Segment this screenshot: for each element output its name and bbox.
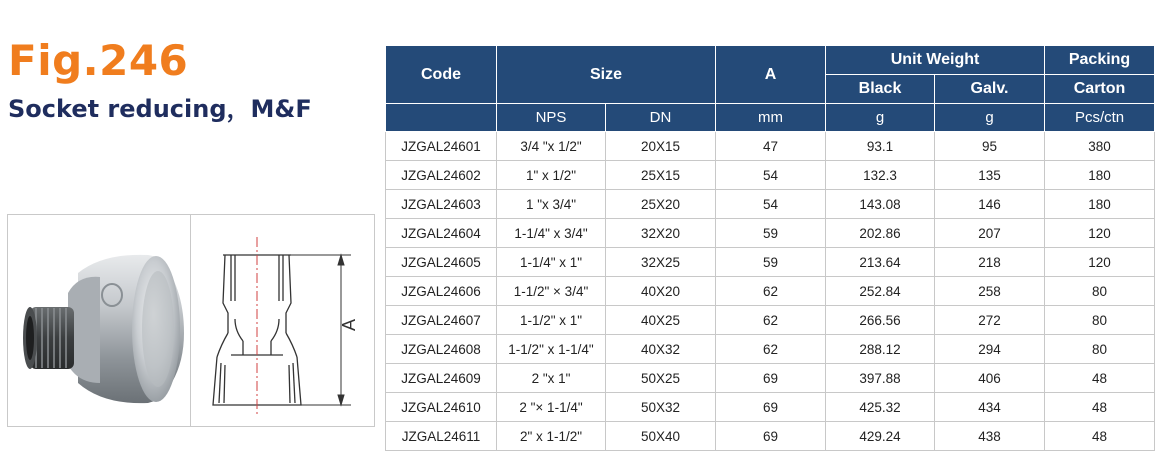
cell-nps: 2" x 1-1/2": [497, 422, 606, 451]
cell-nps: 2 "x 1": [497, 364, 606, 393]
cell-code: JZGAL24611: [386, 422, 497, 451]
cell-dn: 32X25: [606, 248, 716, 277]
cell-carton: 380: [1045, 132, 1155, 161]
cell-carton: 48: [1045, 393, 1155, 422]
product-photo: [8, 215, 190, 426]
cell-carton: 48: [1045, 364, 1155, 393]
cell-galv: 272: [935, 306, 1045, 335]
cell-nps: 1" x 1/2": [497, 161, 606, 190]
cell-galv: 218: [935, 248, 1045, 277]
cell-black: 252.84: [826, 277, 935, 306]
cell-galv: 438: [935, 422, 1045, 451]
cell-carton: 48: [1045, 422, 1155, 451]
cell-black: 288.12: [826, 335, 935, 364]
cell-a: 59: [716, 248, 826, 277]
cell-code: JZGAL24609: [386, 364, 497, 393]
cell-a: 69: [716, 422, 826, 451]
product-images: [7, 214, 375, 427]
cell-a: 59: [716, 219, 826, 248]
cell-nps: 1-1/4" x 3/4": [497, 219, 606, 248]
unit-pcs: Pcs/ctn: [1045, 104, 1155, 132]
cell-code: JZGAL24605: [386, 248, 497, 277]
col-black-header: Black: [826, 75, 935, 104]
cell-a: 54: [716, 190, 826, 219]
col-unit-weight-header: Unit Weight: [826, 46, 1045, 75]
cell-a: 62: [716, 277, 826, 306]
table-row: [386, 277, 1155, 306]
cell-dn: 25X15: [606, 161, 716, 190]
cell-dn: 20X15: [606, 132, 716, 161]
table-row: [386, 393, 1155, 422]
cell-dn: 40X20: [606, 277, 716, 306]
cell-a: 69: [716, 393, 826, 422]
cell-nps: 1 "x 3/4": [497, 190, 606, 219]
cell-black: 266.56: [826, 306, 935, 335]
cell-dn: 40X25: [606, 306, 716, 335]
table-row: [386, 161, 1155, 190]
cell-a: 62: [716, 306, 826, 335]
cell-carton: 180: [1045, 161, 1155, 190]
table-row: [386, 422, 1155, 451]
cell-carton: 120: [1045, 248, 1155, 277]
cell-dn: 50X32: [606, 393, 716, 422]
table-row: [386, 364, 1155, 393]
dimension-a-label: A: [339, 318, 359, 331]
spec-table: [385, 45, 1155, 451]
cell-carton: 80: [1045, 277, 1155, 306]
cell-code: JZGAL24604: [386, 219, 497, 248]
unit-nps: NPS: [497, 104, 606, 132]
cell-nps: 1-1/2" x 1": [497, 306, 606, 335]
table-row: [386, 306, 1155, 335]
cell-nps: 1-1/2" x 1-1/4": [497, 335, 606, 364]
cell-carton: 120: [1045, 219, 1155, 248]
cell-black: 202.86: [826, 219, 935, 248]
cell-black: 397.88: [826, 364, 935, 393]
cell-galv: 406: [935, 364, 1045, 393]
cell-galv: 434: [935, 393, 1045, 422]
cell-nps: 3/4 "x 1/2": [497, 132, 606, 161]
technical-drawing: [191, 215, 376, 426]
cell-code: JZGAL24608: [386, 335, 497, 364]
cell-a: 69: [716, 364, 826, 393]
col-code-header: Code: [386, 46, 497, 104]
cell-galv: 294: [935, 335, 1045, 364]
col-size-header: Size: [497, 46, 716, 104]
cell-black: 429.24: [826, 422, 935, 451]
col-carton-header: Carton: [1045, 75, 1155, 104]
col-packing-header: Packing: [1045, 46, 1155, 75]
table-row: [386, 248, 1155, 277]
cell-nps: 1-1/2" × 3/4": [497, 277, 606, 306]
table-row: [386, 190, 1155, 219]
cell-galv: 258: [935, 277, 1045, 306]
cell-code: JZGAL24603: [386, 190, 497, 219]
unit-dn: DN: [606, 104, 716, 132]
cell-dn: 40X32: [606, 335, 716, 364]
cell-nps: 1-1/4" x 1": [497, 248, 606, 277]
cell-galv: 146: [935, 190, 1045, 219]
cell-dn: 25X20: [606, 190, 716, 219]
unit-g-black: g: [826, 104, 935, 132]
cell-carton: 180: [1045, 190, 1155, 219]
col-a-header: A: [716, 46, 826, 104]
cell-carton: 80: [1045, 335, 1155, 364]
cell-nps: 2 "× 1-1/4": [497, 393, 606, 422]
table-row: [386, 219, 1155, 248]
cell-code: JZGAL24610: [386, 393, 497, 422]
cell-black: 132.3: [826, 161, 935, 190]
cell-a: 47: [716, 132, 826, 161]
col-galv-header: Galv.: [935, 75, 1045, 104]
product-title: Socket reducing，M&F: [8, 95, 312, 123]
cell-black: 425.32: [826, 393, 935, 422]
cell-galv: 207: [935, 219, 1045, 248]
cell-code: JZGAL24601: [386, 132, 497, 161]
cell-black: 213.64: [826, 248, 935, 277]
cell-galv: 95: [935, 132, 1045, 161]
unit-g-galv: g: [935, 104, 1045, 132]
table-row: [386, 132, 1155, 161]
table-row: [386, 335, 1155, 364]
unit-mm: mm: [716, 104, 826, 132]
cell-carton: 80: [1045, 306, 1155, 335]
cell-black: 143.08: [826, 190, 935, 219]
unit-code-blank: [386, 104, 497, 132]
cell-code: JZGAL24602: [386, 161, 497, 190]
cell-code: JZGAL24607: [386, 306, 497, 335]
cell-black: 93.1: [826, 132, 935, 161]
cell-galv: 135: [935, 161, 1045, 190]
figure-number: Fig.246: [8, 36, 189, 85]
cell-a: 54: [716, 161, 826, 190]
cell-dn: 32X20: [606, 219, 716, 248]
cell-code: JZGAL24606: [386, 277, 497, 306]
cell-a: 62: [716, 335, 826, 364]
cell-dn: 50X40: [606, 422, 716, 451]
cell-dn: 50X25: [606, 364, 716, 393]
